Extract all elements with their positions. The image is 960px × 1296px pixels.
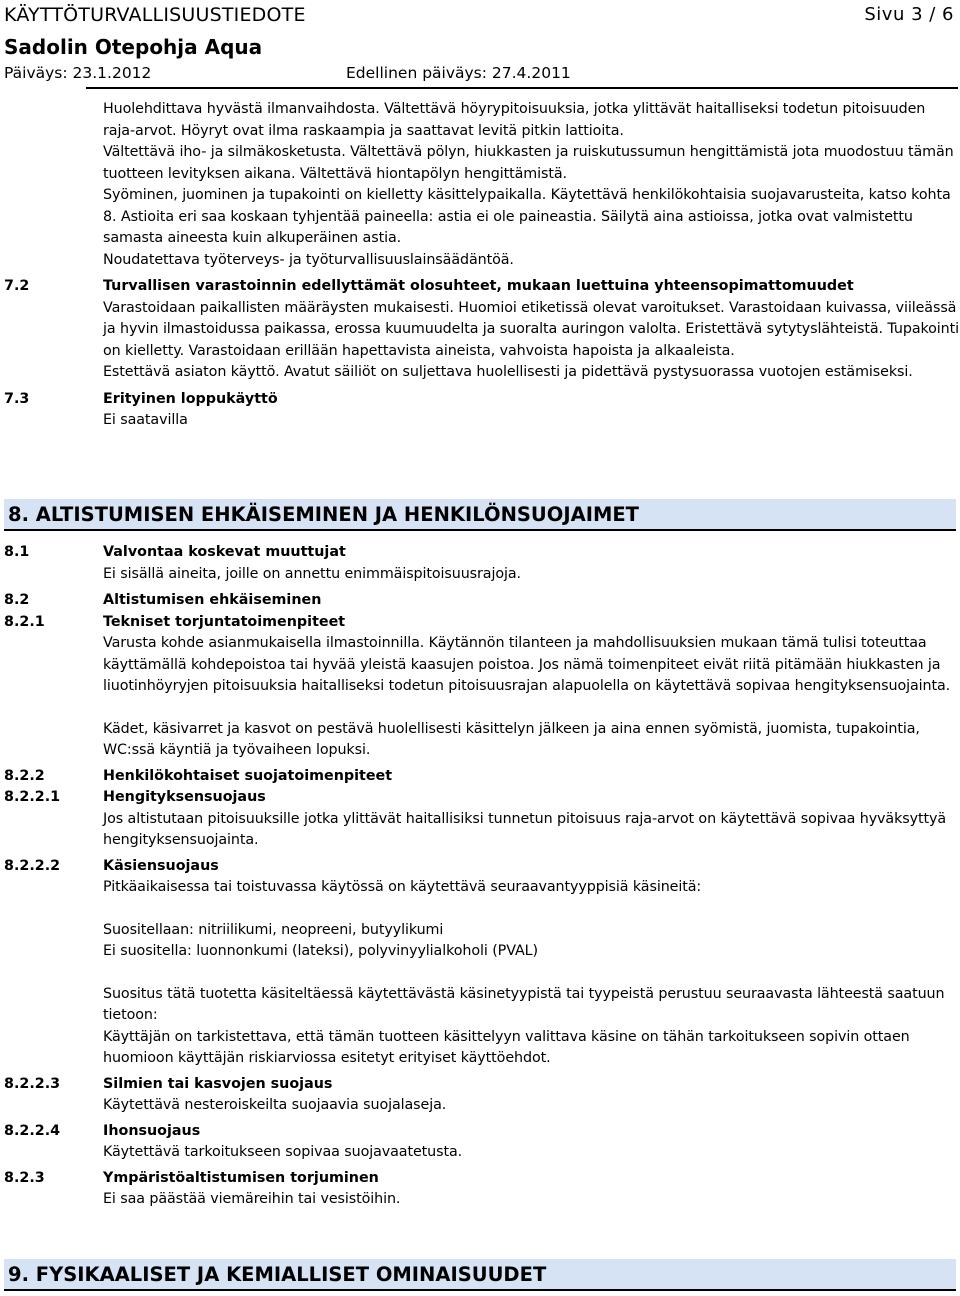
section-heading: Henkilökohtaiset suojatoimenpiteet [103, 767, 393, 784]
paragraph: Syöminen, juominen ja tupakointi on kielletty käsittelypaikalla. Käytettävä henkilökohtaisia suojavarusteita, katso kohta 8. Astioita eri saa koskaan tyhjentää paineella: astia ei ole paineastia. Säilytä aina astioissa, jotka ovat valmistettu samasta aineesta kuin alkuperäinen astia. [103, 187, 951, 246]
section-8-2-2 [0, 766, 960, 788]
paragraph: Suositus tätä tuotetta käsiteltäessä käytettävästä käsinetyypistä tai tyypeistä perustuu seuraavasta lähteestä saatuun tietoon: [103, 985, 945, 1023]
section-heading: Tekniset torjuntatoimenpiteet [103, 613, 346, 630]
paragraph: Käytettävä nesteroiskeilta suojaavia suojalaseja. [103, 1097, 447, 1113]
section-number: 8.2.3 [4, 1169, 45, 1186]
paragraph: Käyttäjän on tarkistettava, että tämän tuotteen käsittelyyn valittava käsine on tähän tarkoitukseen sopivin ottaen huomioon käyttäjän riskiarviossa esitetyt erityiset käyttöehdot. [103, 1028, 910, 1066]
paragraph: Noudatettava työterveys- ja työturvallisuuslainsäädäntöä. [103, 251, 514, 268]
section-number: 8.2.2.2 [4, 857, 61, 874]
page-number: Sivu 3 / 6 [864, 4, 954, 25]
product-name: Sadolin Otepohja Aqua [4, 35, 263, 59]
section-number: 8.2.2.1 [4, 789, 61, 805]
previous-date: Edellinen päiväys: 27.4.2011 [346, 64, 571, 82]
paragraph: Huolehdittava hyvästä ilmanvaihdosta. Vältettävä höyrypitoisuuksia, jotka ylittävät haitalliseksi todetun pitoisuuden raja-arvot. Höyryt ovat ilma raskaampia ja saattavat levitä pitkin lattioita. [103, 101, 926, 139]
section-heading: Hengityksensuojaus [103, 789, 266, 805]
section-number: 8.2.2 [4, 767, 45, 784]
section-heading: Käsiensuojaus [103, 857, 219, 874]
section-7-3 [0, 389, 960, 411]
section-number: 7.2 [4, 278, 30, 294]
section-8-1 [0, 542, 960, 564]
section-8-2-2-2 [0, 856, 960, 878]
section-heading: Valvontaa koskevat muuttujat [103, 544, 346, 560]
section-7-2 [0, 276, 960, 298]
section-8-content [0, 542, 960, 1211]
section-number: 8.2.2.3 [4, 1075, 61, 1092]
paragraph: Ei sisällä aineita, joille on annettu enimmäispitoisuusrajoja. [103, 565, 521, 582]
paragraph: Varusta kohde asianmukaisella ilmastoinnilla. Käytännön tilanteen ja mahdollisuuksien mukaan tämä tulisi toteuttaa käyttämällä kohdepoistoa tai hyvää yleistä kaasujen poistoa. Jos nämä toimenpiteet eivät riitä pitämään hiukkasten ja liuotinhöyryjen pitoisuuksia haitalliseksi todetun pitoisuusrajan alapuolella on käytettävä sopivaa hengityksensuojainta. [103, 635, 951, 694]
section-number: 7.3 [4, 390, 30, 407]
section-number: 8.1 [4, 544, 30, 560]
section-number: 8.2.1 [4, 613, 45, 630]
section-9-title: 9. FYSIKAALISET JA KEMIALLISET OMINAISUUDET [4, 1259, 956, 1291]
issue-date: Päiväys: 23.1.2012 [4, 64, 152, 82]
section-8-2 [0, 590, 960, 612]
recommended-gloves: Suositellaan: nitriilikumi, neopreeni, butyylikumi [103, 921, 444, 938]
section-heading: Ympäristöaltistumisen torjuminen [103, 1169, 379, 1186]
paragraph: Pitkäaikaisessa tai toistuvassa käytössä on käytettävä seuraavantyyppisiä käsineitä: [103, 879, 702, 895]
document-title: KÄYTTÖTURVALLISUUSTIEDOTE [4, 4, 306, 26]
page-content [0, 99, 960, 432]
section-8-2-3 [0, 1168, 960, 1190]
section-heading: Silmien tai kasvojen suojaus [103, 1075, 333, 1092]
section-8-title: 8. ALTISTUMISEN EHKÄISEMINEN JA HENKILÖNSUOJAIMET [4, 499, 956, 531]
header-divider [86, 87, 958, 89]
paragraph: Jos altistutaan pitoisuuksille jotka ylittävät haitallisiksi tunnetun pitoisuus raja-arvot on käytettävä sopivaa hyväksyttyä hengityksensuojainta. [103, 810, 946, 848]
not-recommended-gloves: Ei suositella: luonnonkumi (lateksi), polyvinyylialkoholi (PVAL) [103, 943, 538, 959]
section-heading: Altistumisen ehkäiseminen [103, 592, 322, 608]
paragraph: Varastoidaan paikallisten määräysten mukaisesti. Huomioi etiketissä olevat varoitukset. Varastoidaan kuivassa, viileässä ja hyvin ilmastoidussa paikassa, erossa kuumuudelta ja suoralta auringon valolta. Eristettävä sytytyslähteistä. Tupakointi on kielletty. Varastoidaan erillään hapettavista aineista, vahvoista hapoista ja alkaaleista. [103, 299, 960, 359]
section-number: 8.2 [4, 592, 30, 608]
section-8-2-2-4 [0, 1121, 960, 1143]
paragraph: Ei saatavilla [103, 412, 188, 428]
section-heading: Ihonsuojaus [103, 1122, 201, 1139]
section-heading: Erityinen loppukäyttö [103, 390, 278, 407]
section-heading: Turvallisen varastoinnin edellyttämät olosuhteet, mukaan luettuina yhteensopimattomuudet [103, 278, 854, 294]
section-number: 8.2.2.4 [4, 1122, 61, 1139]
section-8-2-2-3 [0, 1074, 960, 1096]
paragraph: Estettävä asiaton käyttö. Avatut säiliöt on suljettava huolellisesti ja pidettävä pystysuorassa vuotojen estämiseksi. [103, 364, 913, 380]
section-8-2-1 [0, 612, 960, 634]
paragraph: Ei saa päästää viemäreihin tai vesistöihin. [103, 1191, 401, 1207]
paragraph: Vältettävä iho- ja silmäkosketusta. Vältettävä pölyn, hiukkasten ja ruiskutussumun hengittämistä jota muodostuu tämän tuotteen levityksen aikana. Vältettävä hiontapölyn hengittämistä. [103, 144, 954, 182]
paragraph: Kädet, käsivarret ja kasvot on pestävä huolellisesti käsittelyn jälkeen ja aina ennen syömistä, juomista, tupakointia, WC:ssä käyntiä ja työvaiheen lopuksi. [103, 720, 920, 758]
paragraph: Käytettävä tarkoitukseen sopivaa suojavaatetusta. [103, 1144, 463, 1160]
section-8-2-2-1 [0, 787, 960, 809]
